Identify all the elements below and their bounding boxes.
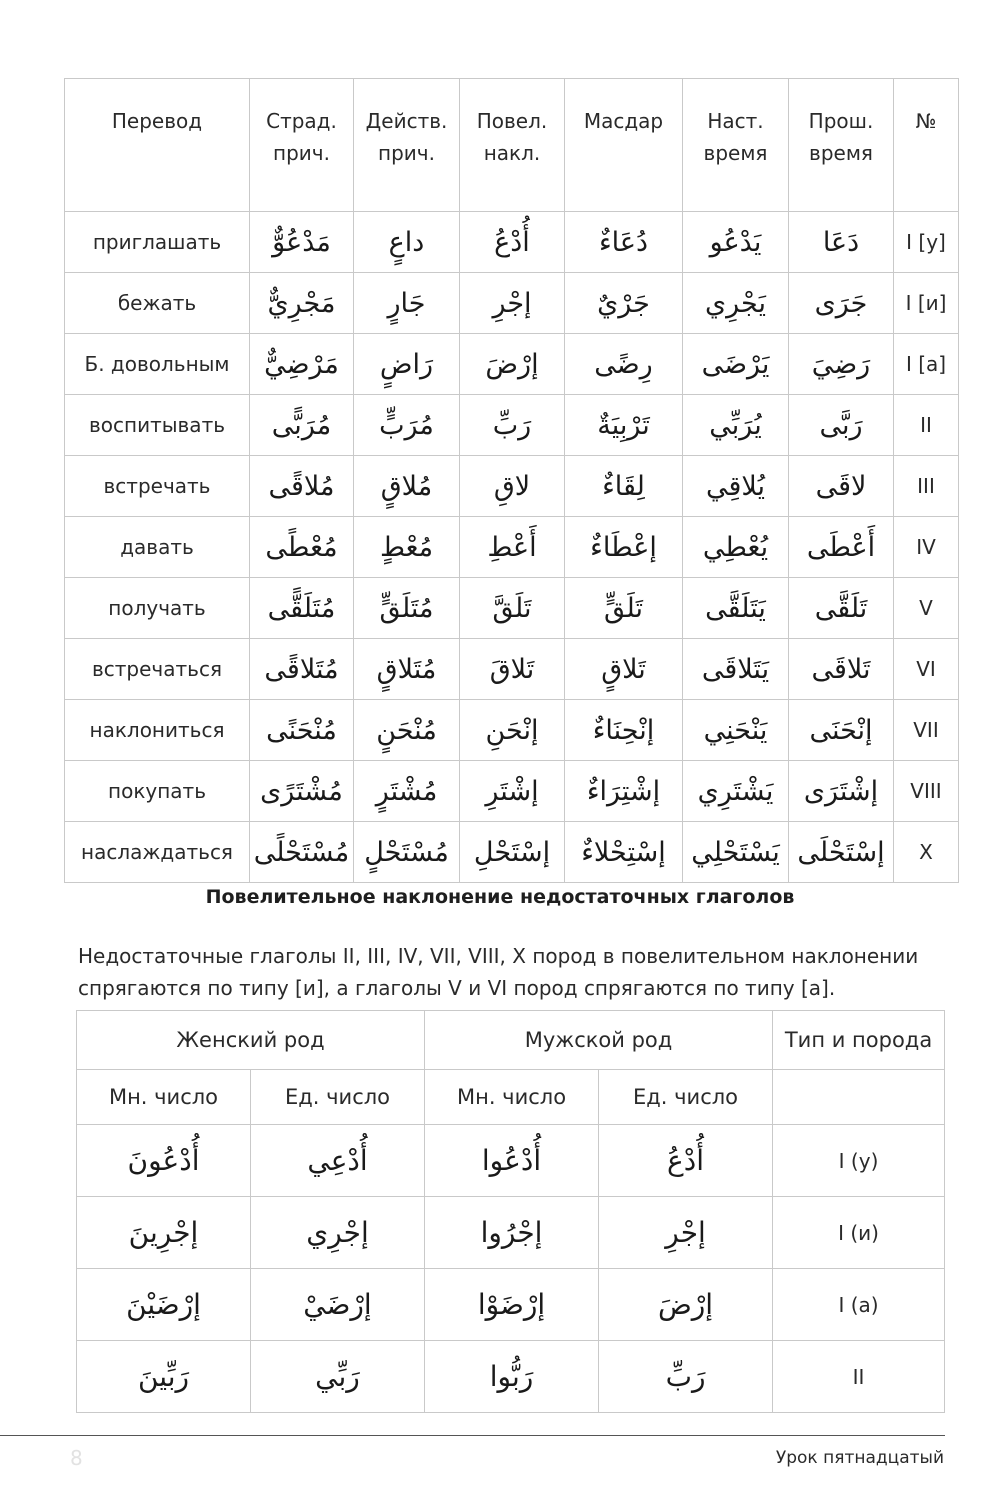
cell-imperative: تَلَقَّ	[460, 578, 565, 639]
cell-masc-plural: إجْرُوا	[425, 1197, 599, 1269]
cell-active-participle: مُنْحَنٍ	[354, 700, 460, 761]
table-row	[65, 517, 959, 578]
imperative-table-body	[77, 1125, 945, 1413]
cell-masdar: إسْتِحْلاءٌ	[565, 822, 683, 883]
table-row	[77, 1197, 945, 1269]
table-row	[77, 1269, 945, 1341]
cell-number: V	[894, 578, 959, 639]
group-header-row	[77, 1011, 945, 1070]
cell-present: يُرَبِّي	[683, 395, 789, 456]
cell-active-participle: مُتَلاقٍ	[354, 639, 460, 700]
table-row	[77, 1341, 945, 1413]
cell-fem-plural: رَبِّينَ	[77, 1341, 251, 1413]
sub-header-row	[77, 1070, 945, 1125]
cell-masdar: إعْطَاءٌ	[565, 517, 683, 578]
cell-present: يَسْتَحْلِي	[683, 822, 789, 883]
cell-active-participle: رَاضٍ	[354, 334, 460, 395]
cell-active-participle: مُرَبٍّ	[354, 395, 460, 456]
cell-passive-participle: مُنْحَنًى	[250, 700, 354, 761]
cell-masdar: تَلَقٍّ	[565, 578, 683, 639]
explanation-paragraph	[78, 940, 958, 1004]
cell-active-participle: مُتَلَقٍّ	[354, 578, 460, 639]
cell-translation: покупать	[65, 761, 250, 822]
cell-active-participle: مُشْتَرٍ	[354, 761, 460, 822]
header-feminine: Женский род	[77, 1011, 425, 1070]
header-empty	[773, 1070, 945, 1125]
cell-number: II	[894, 395, 959, 456]
header-masc-singular: Ед. число	[599, 1070, 773, 1125]
cell-number: IV	[894, 517, 959, 578]
cell-fem-singular: أُدْعِي	[251, 1125, 425, 1197]
cell-masdar: جَرْيٌ	[565, 273, 683, 334]
cell-passive-participle: مُعْطًى	[250, 517, 354, 578]
table-row	[65, 578, 959, 639]
cell-number: X	[894, 822, 959, 883]
cell-active-participle: جَارٍ	[354, 273, 460, 334]
header-masculine: Мужской род	[425, 1011, 773, 1070]
cell-past: إشْتَرَى	[789, 761, 894, 822]
cell-passive-participle: مُتَلاقًى	[250, 639, 354, 700]
cell-fem-plural: أُدْعُونَ	[77, 1125, 251, 1197]
header-active-participle: Действ. прич.	[354, 79, 460, 212]
cell-past: تَلَقَّى	[789, 578, 894, 639]
cell-imperative: إسْتَحْلِ	[460, 822, 565, 883]
cell-translation: наклониться	[65, 700, 250, 761]
conjugation-table	[64, 78, 959, 883]
cell-masdar: رِضًى	[565, 334, 683, 395]
cell-passive-participle: مَدْعُوٌّ	[250, 212, 354, 273]
cell-masc-plural: إرْضَوْا	[425, 1269, 599, 1341]
cell-imperative: لاقِ	[460, 456, 565, 517]
cell-passive-participle: مُلاقًى	[250, 456, 354, 517]
cell-present: يُعْطِي	[683, 517, 789, 578]
cell-masc-singular: إجْرِ	[599, 1197, 773, 1269]
cell-masc-plural: أُدْعُوا	[425, 1125, 599, 1197]
cell-masc-singular: أُدْعُ	[599, 1125, 773, 1197]
page-number: 8	[70, 1446, 83, 1470]
cell-translation: давать	[65, 517, 250, 578]
cell-present: يَتَلَقَّى	[683, 578, 789, 639]
cell-translation: воспитывать	[65, 395, 250, 456]
cell-type: I (и)	[773, 1197, 945, 1269]
cell-past: لاقَى	[789, 456, 894, 517]
table-row	[65, 639, 959, 700]
cell-translation: встречаться	[65, 639, 250, 700]
cell-past: جَرَى	[789, 273, 894, 334]
table-header-row	[65, 79, 959, 212]
cell-fem-plural: إرْضَيْنَ	[77, 1269, 251, 1341]
cell-present: يَنْحَنِي	[683, 700, 789, 761]
cell-past: إنْحَنَى	[789, 700, 894, 761]
cell-translation: встречать	[65, 456, 250, 517]
footer-lesson-title: Урок пятнадцатый	[775, 1448, 944, 1468]
cell-active-participle: داعٍ	[354, 212, 460, 273]
cell-passive-participle: مُشْتَرًى	[250, 761, 354, 822]
cell-present: يَرْضَى	[683, 334, 789, 395]
cell-fem-plural: إجْرِينَ	[77, 1197, 251, 1269]
cell-masdar: إنْحِنَاءٌ	[565, 700, 683, 761]
cell-past: تَلاقَى	[789, 639, 894, 700]
header-number: №	[894, 79, 959, 212]
cell-past: رَضِيَ	[789, 334, 894, 395]
cell-imperative: أُدْعُ	[460, 212, 565, 273]
cell-masdar: إشْتِرَاءٌ	[565, 761, 683, 822]
cell-masc-singular: إرْضَ	[599, 1269, 773, 1341]
cell-imperative: إشْتَرِ	[460, 761, 565, 822]
cell-imperative: إنْحَنِ	[460, 700, 565, 761]
header-present: Наст. время	[683, 79, 789, 212]
header-masdar: Масдар	[565, 79, 683, 212]
table-row	[65, 334, 959, 395]
header-masc-plural: Мн. число	[425, 1070, 599, 1125]
section-heading: Повелительное наклонение недостаточных глаголов	[205, 886, 795, 908]
cell-translation: Б. довольным	[65, 334, 250, 395]
cell-present: يُلاقِي	[683, 456, 789, 517]
cell-masc-plural: رَبُّوا	[425, 1341, 599, 1413]
cell-masdar: دُعَاءٌ	[565, 212, 683, 273]
paragraph-line-1: Недостаточные глаголы II, III, IV, VII, VIII, X пород в повелительном наклонении	[78, 944, 919, 968]
header-past: Прош. время	[789, 79, 894, 212]
cell-masdar: تَلاقٍ	[565, 639, 683, 700]
cell-fem-singular: إرْضَيْ	[251, 1269, 425, 1341]
cell-passive-participle: مُرَبًّى	[250, 395, 354, 456]
cell-active-participle: مُسْتَحْلٍ	[354, 822, 460, 883]
table-row	[65, 761, 959, 822]
cell-type: I (а)	[773, 1269, 945, 1341]
cell-present: يَشْتَرِي	[683, 761, 789, 822]
table-row	[65, 456, 959, 517]
cell-number: VI	[894, 639, 959, 700]
cell-masdar: تَرْبِيَةٌ	[565, 395, 683, 456]
cell-passive-participle: مُتَلَقًّى	[250, 578, 354, 639]
cell-present: يَجْرِي	[683, 273, 789, 334]
cell-type: II	[773, 1341, 945, 1413]
table-row	[65, 822, 959, 883]
cell-translation: приглашать	[65, 212, 250, 273]
cell-passive-participle: مَرْضِيٌّ	[250, 334, 354, 395]
cell-past: رَبَّى	[789, 395, 894, 456]
table-row	[65, 700, 959, 761]
header-fem-plural: Мн. число	[77, 1070, 251, 1125]
cell-fem-singular: إجْرِي	[251, 1197, 425, 1269]
cell-imperative: تَلاقَ	[460, 639, 565, 700]
imperative-table	[76, 1010, 945, 1413]
cell-translation: бежать	[65, 273, 250, 334]
cell-fem-singular: رَبِّي	[251, 1341, 425, 1413]
cell-imperative: إرْضَ	[460, 334, 565, 395]
header-imperative: Повел. накл.	[460, 79, 565, 212]
cell-active-participle: مُعْطٍ	[354, 517, 460, 578]
cell-masdar: لِقَاءٌ	[565, 456, 683, 517]
cell-number: VIII	[894, 761, 959, 822]
cell-type: I (у)	[773, 1125, 945, 1197]
conjugation-table-body	[65, 212, 959, 883]
cell-translation: наслаждаться	[65, 822, 250, 883]
cell-number: I [а]	[894, 334, 959, 395]
cell-number: I [у]	[894, 212, 959, 273]
cell-active-participle: مُلاقٍ	[354, 456, 460, 517]
cell-number: III	[894, 456, 959, 517]
cell-passive-participle: مَجْرِيٌّ	[250, 273, 354, 334]
cell-number: I [и]	[894, 273, 959, 334]
cell-past: أَعْطَى	[789, 517, 894, 578]
cell-past: دَعَا	[789, 212, 894, 273]
table-row	[65, 273, 959, 334]
header-translation: Перевод	[65, 79, 250, 212]
cell-present: يَتَلاقَى	[683, 639, 789, 700]
table-row	[65, 212, 959, 273]
cell-passive-participle: مُسْتَحْلًى	[250, 822, 354, 883]
cell-present: يَدْعُو	[683, 212, 789, 273]
header-passive-participle: Страд. прич.	[250, 79, 354, 212]
cell-translation: получать	[65, 578, 250, 639]
cell-imperative: رَبِّ	[460, 395, 565, 456]
cell-imperative: أَعْطِ	[460, 517, 565, 578]
cell-past: إسْتَحْلَى	[789, 822, 894, 883]
table-row	[77, 1125, 945, 1197]
table-row	[65, 395, 959, 456]
cell-number: VII	[894, 700, 959, 761]
paragraph-line-2: спрягаются по типу [и], а глаголы V и VI пород спрягаются по типу [а].	[78, 976, 836, 1000]
header-type: Тип и порода	[773, 1011, 945, 1070]
header-fem-singular: Ед. число	[251, 1070, 425, 1125]
footer-divider	[0, 1435, 945, 1436]
cell-imperative: إجْرِ	[460, 273, 565, 334]
cell-masc-singular: رَبِّ	[599, 1341, 773, 1413]
